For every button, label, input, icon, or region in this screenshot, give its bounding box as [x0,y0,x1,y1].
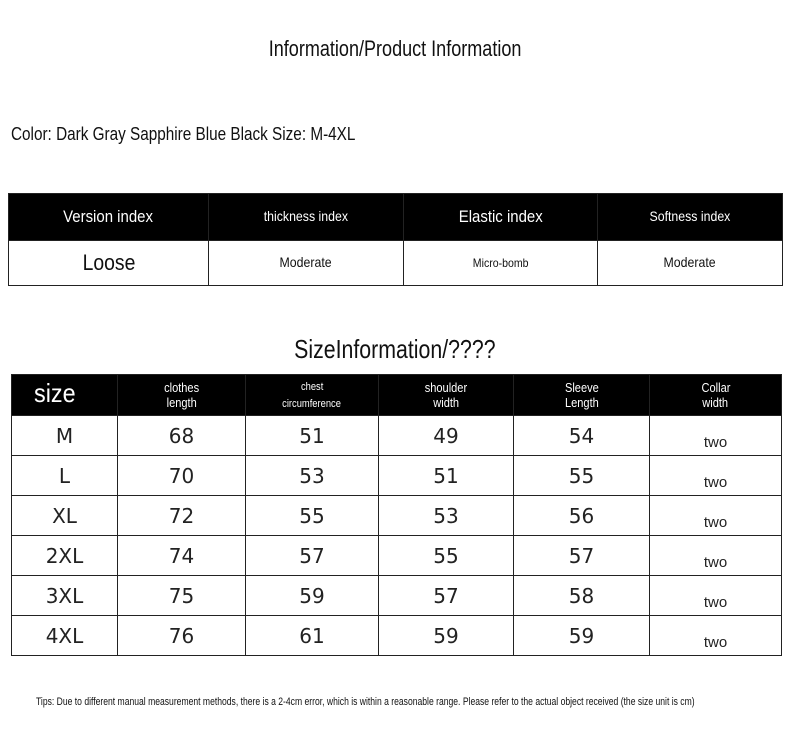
length-cell: 70 [118,456,246,496]
shoulder-cell: 55 [379,536,514,576]
table-row [12,416,782,456]
collar-cell: two [650,536,782,576]
index-header-row [9,194,783,241]
index-value-cell: Loose [9,241,209,286]
shoulder-cell: 49 [379,416,514,456]
index-value-cell: Micro-bomb [404,241,598,286]
size-cell: L [12,456,118,496]
sleeve-cell: 58 [514,576,650,616]
color-size-line: Color: Dark Gray Sapphire Blue Black Size: M-4XL [11,124,356,144]
collar-cell: two [650,456,782,496]
tips-note: Tips: Due to different manual measurement methods, there is a 2-4cm error, which is within a reasonable range. Please refer to the actual object received (the size unit is cm) [36,696,695,708]
index-table [8,193,783,286]
shoulder-cell: 59 [379,616,514,656]
chest-cell: 59 [246,576,379,616]
size-cell: M [12,416,118,456]
length-cell: 72 [118,496,246,536]
size-table [11,374,782,656]
page-title: Information/Product Information [268,36,522,61]
size-cell: 4XL [12,616,118,656]
length-header-cell: clothes length [118,375,246,416]
index-header-cell: Softness index [598,194,783,241]
size-header-cell: size [12,375,118,416]
index-value-cell: Moderate [209,241,404,286]
sleeve-cell: 59 [514,616,650,656]
collar-header-cell: Collar width [650,375,782,416]
chest-cell: 51 [246,416,379,456]
table-row [12,576,782,616]
collar-cell: two [650,416,782,456]
index-header-cell: Version index [9,194,209,241]
size-cell: 2XL [12,536,118,576]
index-header-cell: Elastic index [404,194,598,241]
chest-header-cell: chest circumference [246,375,379,416]
length-cell: 74 [118,536,246,576]
table-row [12,496,782,536]
index-header-cell: thickness index [209,194,404,241]
shoulder-cell: 53 [379,496,514,536]
table-row [12,616,782,656]
chest-cell: 55 [246,496,379,536]
collar-cell: two [650,576,782,616]
sleeve-header-cell: Sleeve Length [514,375,650,416]
shoulder-cell: 57 [379,576,514,616]
length-cell: 68 [118,416,246,456]
length-cell: 75 [118,576,246,616]
collar-cell: two [650,496,782,536]
size-section-title: SizeInformation/???? [294,334,496,364]
size-header-row [12,375,782,416]
sleeve-cell: 55 [514,456,650,496]
sleeve-cell: 57 [514,536,650,576]
sleeve-cell: 56 [514,496,650,536]
shoulder-cell: 51 [379,456,514,496]
chest-cell: 57 [246,536,379,576]
sleeve-cell: 54 [514,416,650,456]
index-value-row [9,241,783,286]
table-row [12,536,782,576]
length-cell: 76 [118,616,246,656]
chest-cell: 53 [246,456,379,496]
shoulder-header-cell: shoulder width [379,375,514,416]
chest-cell: 61 [246,616,379,656]
collar-cell: two [650,616,782,656]
size-cell: XL [12,496,118,536]
size-cell: 3XL [12,576,118,616]
index-value-cell: Moderate [598,241,783,286]
table-row [12,456,782,496]
